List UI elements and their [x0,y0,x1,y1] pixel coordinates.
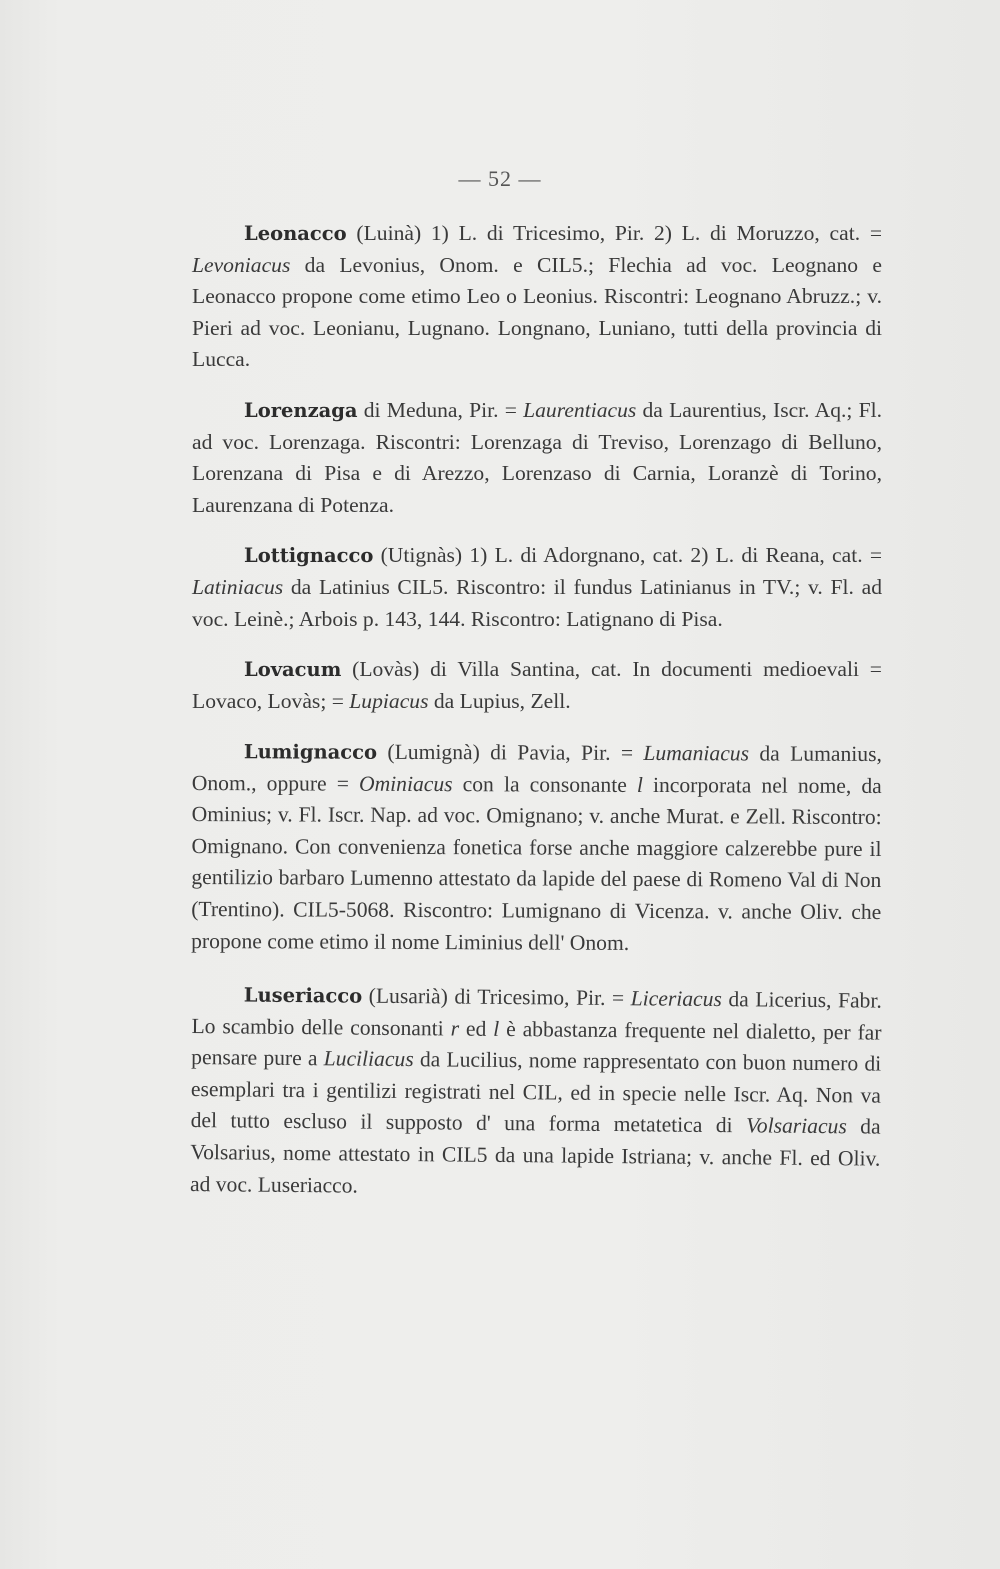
entry-headword: Lumignacco [243,740,378,765]
entry-text: da Licerius, Fabr. Lo scambio delle consonanti [191,987,882,1041]
entry-etymon: Lupiacus [349,688,429,713]
entry-text: da Laurentius, Iscr. Aq.; Fl. ad voc. Lorenzaga. Riscontri: Lorenzaga di Treviso, Lorenzago di Belluno, Lorenzana di Pisa e di Arezzo, Lorenzaso di Carnia, Loranzè di Torino, Laurenzana di Potenza. [192,397,882,517]
entry-etymon: Levoniacus [192,252,291,277]
entry-text: da Levonius, Onom. e CIL5.; Flechia ad voc. Leognano e Leonacco propone come etimo Leo o Leonius. Riscontri: Leognano Abruzz.; v. Pieri ad voc. Leonianu, Lugnano. Longnano, Luniano, tutti della provincia di Lucca. [192,252,882,372]
entry-text: ed [458,1016,494,1041]
entry-text: (Luinà) 1) L. di Tricesimo, Pir. 2) L. di Moruzzo, cat. = [346,221,882,245]
entry-etymon: Lumaniacus [643,741,750,766]
page-number: — 52 — [458,166,542,191]
entry-text: da Lucilius, nome rappresentato con buon numero di esemplari tra i gentilizi registrati nel CIL, ed in specie nelle Iscr. Aq. Non va del tutto escluso il supposto d' una forma metatetica di [190,1047,882,1139]
entry-etymon: Volsariacus [745,1114,847,1140]
entry-headword: Lovacum [244,658,342,682]
entry-headword: Leonacco [244,222,347,245]
entry-etymon: Ominiacus [358,771,453,797]
entry-luseriacco [190,979,882,1207]
entry-lorenzaga [192,395,882,521]
entry-etymon: r [450,1016,460,1041]
entry-leonacco [192,218,882,376]
entry-text: è abbastanza frequente nel dialetto, per far pensare pure a [191,1017,882,1071]
entry-headword: Lorenzaga [244,398,358,422]
entry-headword: Luseriacco [243,983,363,1009]
entry-text: da Lumanius, Onom., oppure = [191,741,882,796]
entry-etymon: Laurentiacus [523,397,637,422]
entry-text: da Lupius, Zell. [428,688,571,713]
entry-text: (Lovàs) di Villa Santina, cat. In documenti medioevali = Lovaco, Lovàs; = [192,657,882,713]
entry-lovacum [192,654,882,717]
entry-text: di Meduna, Pir. = [357,397,524,422]
entry-etymon: Latiniacus [192,574,284,599]
entry-text: (Lumignà) di Pavia, Pir. = [377,740,644,766]
entry-etymon: l [636,772,643,797]
entry-etymon: l [493,1016,500,1042]
entry-etymon: Liceriacus [630,986,723,1012]
entry-text: da Latinius CIL5. Riscontro: il fundus Latinianus in TV.; v. Fl. ad voc. Leinè.; Arbois p. 143, 144. Riscontro: Latignano di Pisa. [192,574,882,631]
entry-lumignacco [191,736,882,960]
entry-text: da Volsarius, nome attestato in CIL5 da una lapide Istriana; v. anche Fl. ed Oliv. ad voc. Luseriacco. [189,1115,881,1198]
entry-text: incorporata nel nome, da Ominius; v. Fl. Iscr. Nap. ad voc. Omignano; v. anche Murat. e Zell. Riscontro: Omignano. Con convenienza fonetica forse anche maggiore calzerebbe pure il gentilizio barbaro Lumenno attestato da lapide del paese di Romeno Val di Non (Trentino). CIL5-5068. Riscontro: Lumignano di Vicenza. v. anche Oliv. che propone come etimo il nome Liminius dell' Onom. [191,772,882,955]
entry-lottignacco [192,540,882,635]
entry-text: con la consonante [452,772,637,797]
entry-etymon: Luciliacus [323,1046,414,1072]
entry-text: (Utignàs) 1) L. di Adorgnano, cat. 2) L. di Reana, cat. = [373,543,882,568]
entry-text: (Lusarià) di Tricesimo, Pir. = [362,984,631,1011]
entry-headword: Lottignacco [244,544,374,568]
dictionary-entries [189,218,882,1220]
